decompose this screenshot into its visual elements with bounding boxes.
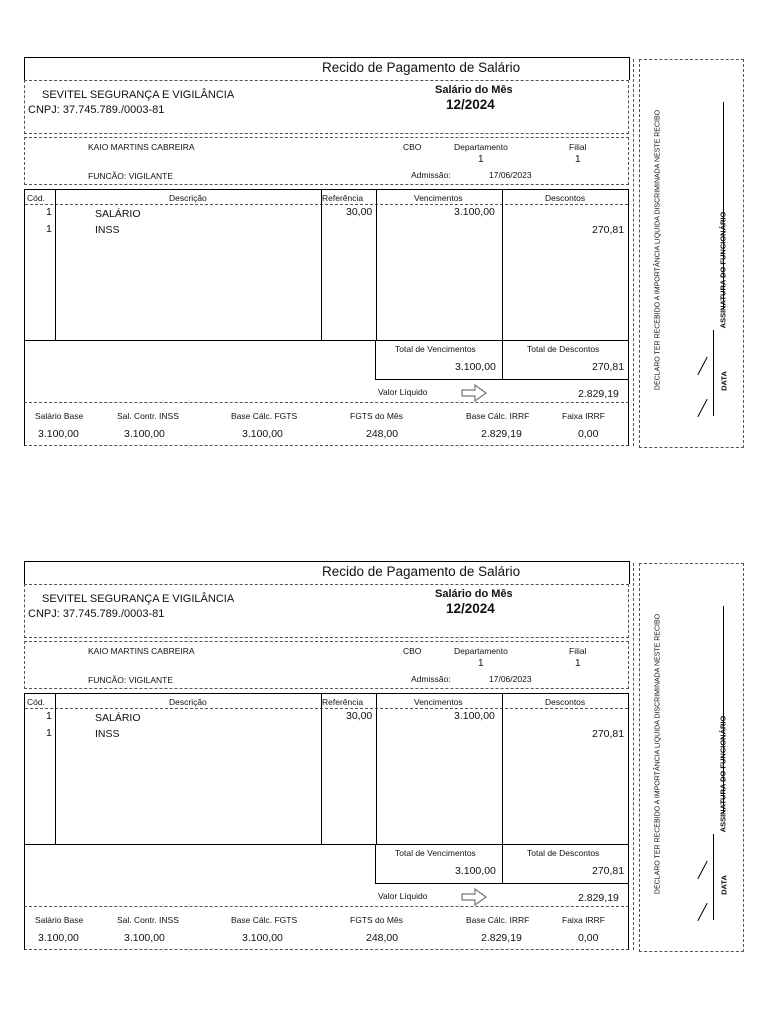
- fgts-month-label: FGTS do Mês: [350, 915, 403, 925]
- total-deductions-value: 270,81: [592, 865, 625, 877]
- header-code: Cód.: [27, 697, 45, 707]
- branch-label: Filial: [569, 646, 587, 656]
- date-line: [713, 330, 714, 416]
- column-divider: [55, 190, 56, 340]
- item-2-code: 1: [46, 727, 52, 739]
- cut-line: [633, 59, 634, 446]
- arrow-right-icon: [461, 384, 487, 402]
- branch-value: 1: [575, 658, 581, 669]
- cbo-label: CBO: [403, 646, 422, 656]
- cbo-label: CBO: [403, 142, 422, 152]
- item-1-earnings: 3.100,00: [454, 710, 495, 722]
- company-name: SEVITEL SEGURANÇA E VIGILÂNCIA: [42, 593, 235, 605]
- net-value: 2.829,19: [578, 388, 619, 400]
- inss-base-label: Sal. Contr. INSS: [117, 915, 179, 925]
- receipt-main: [24, 561, 629, 950]
- totals-divider: [502, 340, 503, 380]
- employee-function: FUNCÃO: VIGILANTE: [88, 675, 174, 685]
- declaration-label: DECLARO TER RECEBIDO A IMPORTÂNCIA LIQUIDA DISCRIMINADA NESTE RECIBO: [654, 613, 662, 895]
- department-label: Departamento: [454, 646, 508, 656]
- admission-label: Admissão:: [411, 674, 451, 684]
- fgts-base-label: Base Cálc. FGTS: [231, 411, 298, 421]
- signature-stub: [639, 59, 744, 448]
- header-reference: Referência: [322, 193, 364, 203]
- column-divider: [55, 694, 56, 844]
- employee-name: KAIO MARTINS CABREIRA: [88, 142, 195, 152]
- date-line: [713, 834, 714, 920]
- header-description: Descrição: [169, 697, 207, 707]
- items-table: [24, 693, 629, 845]
- company-name: SEVITEL SEGURANÇA E VIGILÂNCIA: [42, 89, 235, 101]
- receipt-title-row: [24, 561, 630, 584]
- date-slash: [697, 861, 707, 879]
- employee-function: FUNCÃO: VIGILANTE: [88, 171, 174, 181]
- department-label: Departamento: [454, 142, 508, 152]
- header-deductions: Descontos: [545, 697, 586, 707]
- date-slash: [697, 903, 707, 921]
- cut-line: [633, 563, 634, 950]
- totals-box: [24, 844, 629, 907]
- column-divider: [376, 694, 377, 844]
- fgts-month-value: 248,00: [366, 932, 399, 944]
- irrf-range-value: 0,00: [578, 932, 599, 944]
- total-earnings-label: Total de Vencimentos: [395, 848, 476, 858]
- bases-box: [24, 907, 629, 950]
- base-salary-value: 3.100,00: [38, 428, 79, 440]
- header-deductions: Descontos: [545, 193, 586, 203]
- fgts-month-value: 248,00: [366, 428, 399, 440]
- irrf-base-label: Base Cálc. IRRF: [466, 411, 530, 421]
- item-1-description: SALÁRIO: [95, 208, 141, 220]
- month-label: Salário do Mês: [435, 588, 513, 600]
- department-value: 1: [478, 658, 484, 669]
- admission-value: 17/06/2023: [489, 170, 532, 180]
- totals-divider: [375, 844, 376, 884]
- inss-base-value: 3.100,00: [124, 932, 165, 944]
- total-deductions-value: 270,81: [592, 361, 625, 373]
- date-slash: [697, 399, 707, 417]
- header-earnings: Vencimentos: [414, 193, 463, 203]
- company-cnpj: CNPJ: 37.745.789./0003-81: [28, 104, 165, 116]
- irrf-range-label: Faixa IRRF: [562, 411, 605, 421]
- base-salary-label: Salário Base: [35, 915, 84, 925]
- irrf-base-value: 2.829,19: [481, 428, 522, 440]
- item-2-code: 1: [46, 223, 52, 235]
- receipt-title-row: [24, 57, 630, 80]
- signature-label: ASSINATURA DO FUNCIONÁRIO: [718, 715, 728, 833]
- arrow-right-icon: [461, 888, 487, 906]
- employee-box: [24, 641, 629, 689]
- employee-name: KAIO MARTINS CABREIRA: [88, 646, 195, 656]
- totals-divider: [375, 883, 628, 884]
- payslip-copy-2: [0, 504, 768, 944]
- net-value: 2.829,19: [578, 892, 619, 904]
- irrf-base-value: 2.829,19: [481, 932, 522, 944]
- receipt-main: [24, 57, 629, 446]
- admission-label: Admissão:: [411, 170, 451, 180]
- signature-stub: [639, 563, 744, 952]
- admission-value: 17/06/2023: [489, 674, 532, 684]
- item-1-earnings: 3.100,00: [454, 206, 495, 218]
- inss-base-label: Sal. Contr. INSS: [117, 411, 179, 421]
- item-1-reference: 30,00: [346, 710, 373, 722]
- header-reference: Referência: [322, 697, 364, 707]
- total-earnings-value: 3.100,00: [455, 361, 496, 373]
- totals-divider: [375, 340, 376, 380]
- totals-box: [24, 340, 629, 403]
- fgts-base-label: Base Cálc. FGTS: [231, 915, 298, 925]
- receipt-title: Recido de Pagamento de Salário: [322, 564, 521, 579]
- employee-box: [24, 137, 629, 185]
- total-earnings-value: 3.100,00: [455, 865, 496, 877]
- column-divider: [376, 190, 377, 340]
- department-value: 1: [478, 154, 484, 165]
- bases-box: [24, 403, 629, 446]
- date-label: DATA: [719, 371, 729, 391]
- irrf-base-label: Base Cálc. IRRF: [466, 915, 530, 925]
- fgts-base-value: 3.100,00: [242, 932, 283, 944]
- declaration-label: DECLARO TER RECEBIDO A IMPORTÂNCIA LIQUIDA DISCRIMINADA NESTE RECIBO: [654, 109, 662, 391]
- branch-value: 1: [575, 154, 581, 165]
- column-divider: [321, 190, 322, 340]
- month-label: Salário do Mês: [435, 84, 513, 96]
- header-divider: [25, 708, 628, 709]
- total-earnings-label: Total de Vencimentos: [395, 344, 476, 354]
- item-2-description: INSS: [95, 728, 120, 740]
- company-box: [24, 80, 629, 134]
- signature-label: ASSINATURA DO FUNCIONÁRIO: [718, 211, 728, 329]
- irrf-range-label: Faixa IRRF: [562, 915, 605, 925]
- total-deductions-label: Total de Descontos: [527, 344, 600, 354]
- item-2-deductions: 270,81: [592, 728, 625, 740]
- branch-label: Filial: [569, 142, 587, 152]
- receipt-title: Recido de Pagamento de Salário: [322, 60, 521, 75]
- item-2-description: INSS: [95, 224, 120, 236]
- item-1-code: 1: [46, 206, 52, 218]
- header-code: Cód.: [27, 193, 45, 203]
- base-salary-value: 3.100,00: [38, 932, 79, 944]
- item-1-description: SALÁRIO: [95, 712, 141, 724]
- header-earnings: Vencimentos: [414, 697, 463, 707]
- total-deductions-label: Total de Descontos: [527, 848, 600, 858]
- column-divider: [502, 190, 503, 340]
- header-divider: [25, 204, 628, 205]
- items-table: [24, 189, 629, 341]
- header-description: Descrição: [169, 193, 207, 203]
- inss-base-value: 3.100,00: [124, 428, 165, 440]
- company-box: [24, 584, 629, 638]
- fgts-base-value: 3.100,00: [242, 428, 283, 440]
- date-slash: [697, 357, 707, 375]
- column-divider: [321, 694, 322, 844]
- totals-divider: [502, 844, 503, 884]
- company-cnpj: CNPJ: 37.745.789./0003-81: [28, 608, 165, 620]
- column-divider: [502, 694, 503, 844]
- item-2-deductions: 270,81: [592, 224, 625, 236]
- irrf-range-value: 0,00: [578, 428, 599, 440]
- net-value-label: Valor Líquido: [378, 891, 428, 901]
- payslip-copy-1: [0, 0, 768, 440]
- date-label: DATA: [719, 875, 729, 895]
- base-salary-label: Salário Base: [35, 411, 84, 421]
- month-value: 12/2024: [446, 97, 495, 112]
- item-1-reference: 30,00: [346, 206, 373, 218]
- month-value: 12/2024: [446, 601, 495, 616]
- item-1-code: 1: [46, 710, 52, 722]
- totals-divider: [375, 379, 628, 380]
- fgts-month-label: FGTS do Mês: [350, 411, 403, 421]
- net-value-label: Valor Líquido: [378, 387, 428, 397]
